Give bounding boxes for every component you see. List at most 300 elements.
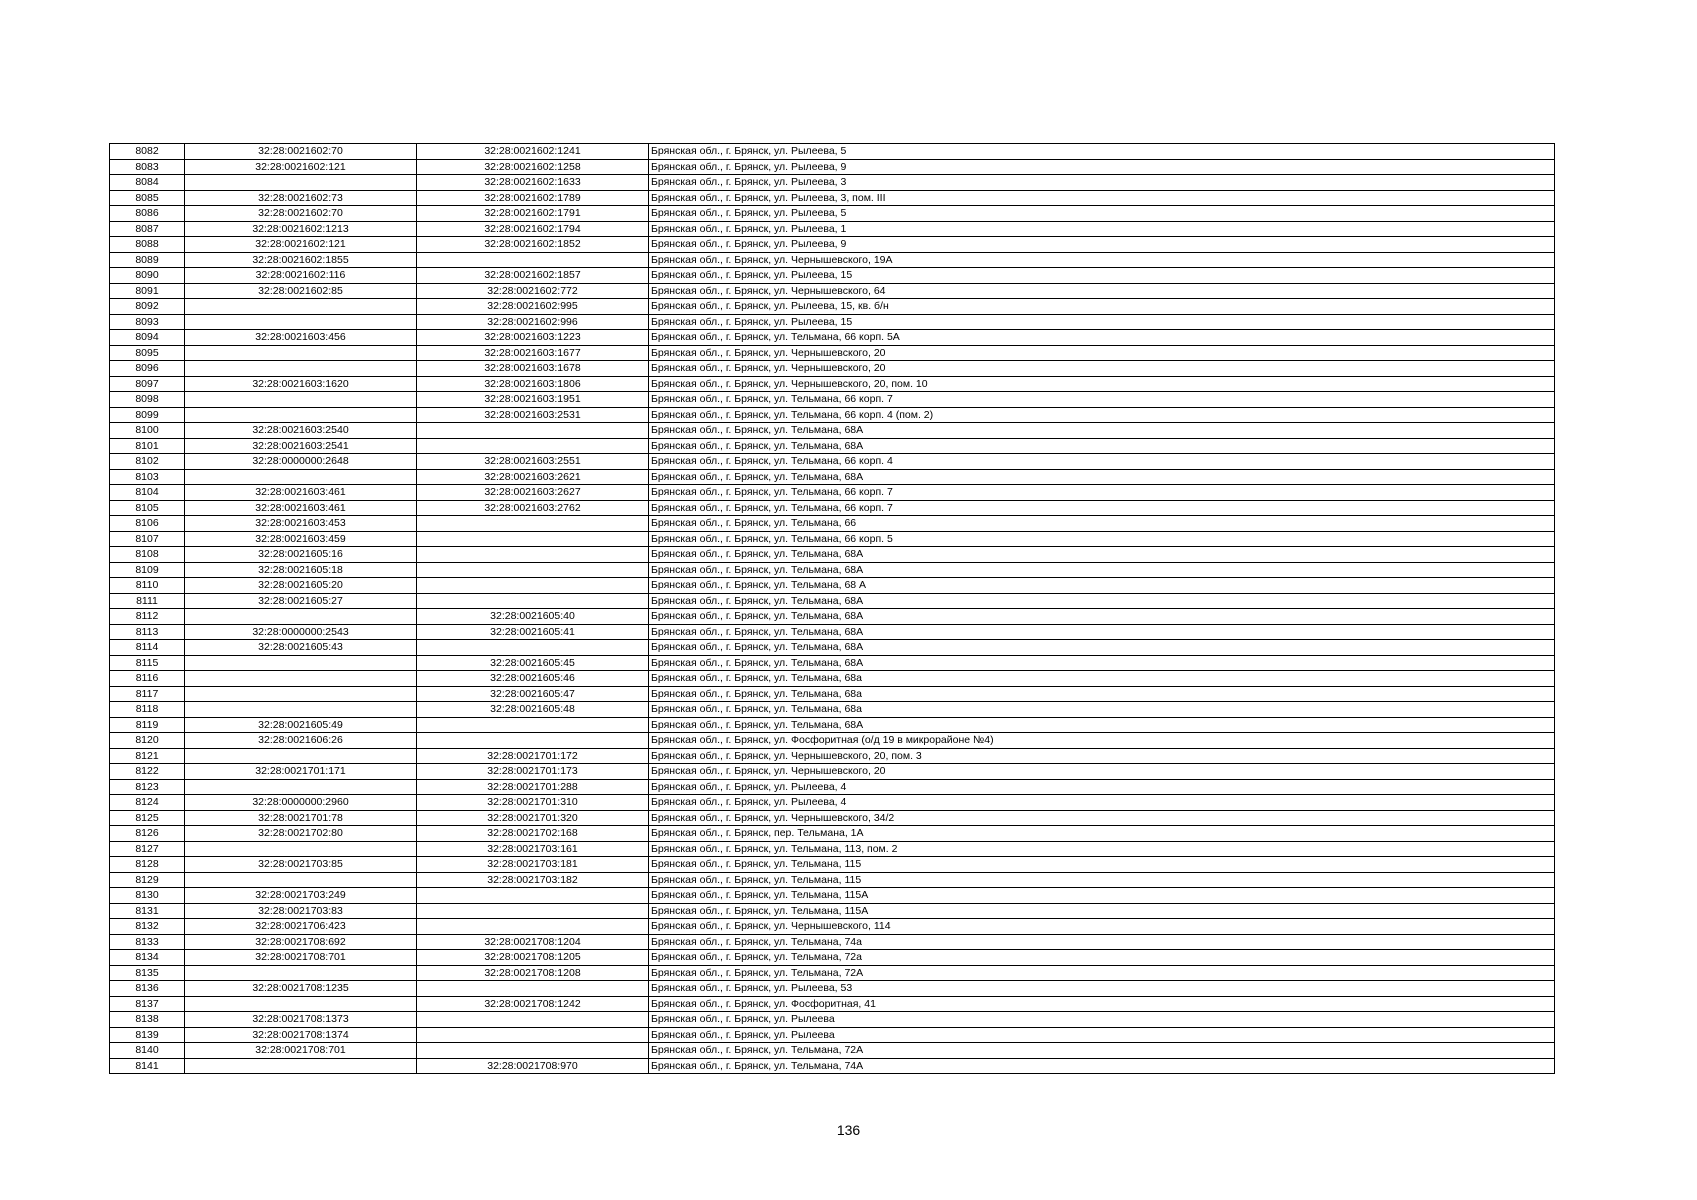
- cadastral-number-cell: 32:28:0021703:85: [185, 857, 417, 873]
- object-cadastral-number-cell: 32:28:0021602:1258: [417, 159, 649, 175]
- table-row: [110, 423, 1555, 439]
- table-row: [110, 640, 1555, 656]
- table-row: [110, 485, 1555, 501]
- address-cell: Брянская обл., г. Брянск, ул. Тельмана, 68А: [649, 655, 1555, 671]
- table-row: [110, 438, 1555, 454]
- cadastral-number-cell: [185, 841, 417, 857]
- table-row: [110, 671, 1555, 687]
- row-number-cell: 8118: [110, 702, 185, 718]
- table-row: [110, 531, 1555, 547]
- object-cadastral-number-cell: [417, 1012, 649, 1028]
- cadastral-number-cell: 32:28:0021603:2541: [185, 438, 417, 454]
- address-cell: Брянская обл., г. Брянск, ул. Тельмана, 66 корп. 7: [649, 500, 1555, 516]
- row-number-cell: 8136: [110, 981, 185, 997]
- address-cell: Брянская обл., г. Брянск, ул. Тельмана, 115: [649, 872, 1555, 888]
- cadastral-number-cell: [185, 175, 417, 191]
- object-cadastral-number-cell: 32:28:0021701:320: [417, 810, 649, 826]
- address-cell: Брянская обл., г. Брянск, ул. Рылеева, 3, пом. III: [649, 190, 1555, 206]
- row-number-cell: 8138: [110, 1012, 185, 1028]
- row-number-cell: 8101: [110, 438, 185, 454]
- object-cadastral-number-cell: 32:28:0021605:41: [417, 624, 649, 640]
- address-cell: Брянская обл., г. Брянск, ул. Тельмана, 68 А: [649, 578, 1555, 594]
- object-cadastral-number-cell: [417, 981, 649, 997]
- address-cell: Брянская обл., г. Брянск, ул. Чернышевского, 19А: [649, 252, 1555, 268]
- object-cadastral-number-cell: [417, 578, 649, 594]
- cadastral-number-cell: 32:28:0021708:692: [185, 934, 417, 950]
- table-row: [110, 950, 1555, 966]
- row-number-cell: 8114: [110, 640, 185, 656]
- object-cadastral-number-cell: 32:28:0021603:1806: [417, 376, 649, 392]
- cadastral-number-cell: 32:28:0021708:701: [185, 1043, 417, 1059]
- object-cadastral-number-cell: [417, 593, 649, 609]
- table-row: [110, 764, 1555, 780]
- object-cadastral-number-cell: [417, 531, 649, 547]
- object-cadastral-number-cell: 32:28:0021603:1678: [417, 361, 649, 377]
- address-cell: Брянская обл., г. Брянск, ул. Тельмана, 66 корп. 7: [649, 392, 1555, 408]
- cadastral-number-cell: [185, 361, 417, 377]
- address-cell: Брянская обл., г. Брянск, ул. Рылеева, 5: [649, 144, 1555, 160]
- object-cadastral-number-cell: 32:28:0021602:1241: [417, 144, 649, 160]
- address-cell: Брянская обл., г. Брянск, ул. Рылеева, 4: [649, 795, 1555, 811]
- table-row: [110, 841, 1555, 857]
- address-cell: Брянская обл., г. Брянск, ул. Рылеева, 5: [649, 206, 1555, 222]
- address-cell: Брянская обл., г. Брянск, ул. Тельмана, 68А: [649, 438, 1555, 454]
- address-cell: Брянская обл., г. Брянск, ул. Тельмана, 74а: [649, 934, 1555, 950]
- address-cell: Брянская обл., г. Брянск, ул. Тельмана, 66 корп. 4 (пом. 2): [649, 407, 1555, 423]
- object-cadastral-number-cell: [417, 733, 649, 749]
- address-cell: Брянская обл., г. Брянск, ул. Рылеева: [649, 1027, 1555, 1043]
- address-cell: Брянская обл., г. Брянск, ул. Рылеева, 53: [649, 981, 1555, 997]
- table-row: [110, 144, 1555, 160]
- row-number-cell: 8096: [110, 361, 185, 377]
- object-cadastral-number-cell: 32:28:0021703:161: [417, 841, 649, 857]
- table-row: [110, 516, 1555, 532]
- row-number-cell: 8131: [110, 903, 185, 919]
- object-cadastral-number-cell: [417, 919, 649, 935]
- row-number-cell: 8087: [110, 221, 185, 237]
- object-cadastral-number-cell: 32:28:0021701:172: [417, 748, 649, 764]
- cadastral-number-cell: 32:28:0000000:2648: [185, 454, 417, 470]
- row-number-cell: 8141: [110, 1058, 185, 1074]
- row-number-cell: 8116: [110, 671, 185, 687]
- cadastral-number-cell: [185, 314, 417, 330]
- object-cadastral-number-cell: 32:28:0021605:46: [417, 671, 649, 687]
- row-number-cell: 8126: [110, 826, 185, 842]
- row-number-cell: 8113: [110, 624, 185, 640]
- object-cadastral-number-cell: 32:28:0021708:1242: [417, 996, 649, 1012]
- table-row: [110, 268, 1555, 284]
- address-cell: Брянская обл., г. Брянск, ул. Рылеева, 15: [649, 268, 1555, 284]
- address-cell: Брянская обл., г. Брянск, ул. Рылеева, 15, кв. б/н: [649, 299, 1555, 315]
- table-body: [110, 144, 1555, 1074]
- cadastral-number-cell: 32:28:0021701:171: [185, 764, 417, 780]
- object-cadastral-number-cell: [417, 888, 649, 904]
- table-row: [110, 717, 1555, 733]
- row-number-cell: 8089: [110, 252, 185, 268]
- table-row: [110, 593, 1555, 609]
- cadastral-number-cell: [185, 345, 417, 361]
- object-cadastral-number-cell: 32:28:0021603:2621: [417, 469, 649, 485]
- address-cell: Брянская обл., г. Брянск, ул. Тельмана, 68А: [649, 640, 1555, 656]
- row-number-cell: 8102: [110, 454, 185, 470]
- row-number-cell: 8105: [110, 500, 185, 516]
- table-row: [110, 578, 1555, 594]
- table-row: [110, 1043, 1555, 1059]
- object-cadastral-number-cell: 32:28:0021708:1204: [417, 934, 649, 950]
- table-row: [110, 407, 1555, 423]
- row-number-cell: 8134: [110, 950, 185, 966]
- object-cadastral-number-cell: [417, 423, 649, 439]
- address-cell: Брянская обл., г. Брянск, ул. Тельмана, 68А: [649, 562, 1555, 578]
- object-cadastral-number-cell: 32:28:0021701:310: [417, 795, 649, 811]
- row-number-cell: 8130: [110, 888, 185, 904]
- object-cadastral-number-cell: 32:28:0021602:1789: [417, 190, 649, 206]
- table-row: [110, 748, 1555, 764]
- table-row: [110, 872, 1555, 888]
- table-row: [110, 345, 1555, 361]
- object-cadastral-number-cell: 32:28:0021602:1852: [417, 237, 649, 253]
- table-row: [110, 1012, 1555, 1028]
- table-row: [110, 857, 1555, 873]
- row-number-cell: 8100: [110, 423, 185, 439]
- object-cadastral-number-cell: [417, 717, 649, 733]
- table-row: [110, 159, 1555, 175]
- table-row: [110, 826, 1555, 842]
- object-cadastral-number-cell: 32:28:0021602:1794: [417, 221, 649, 237]
- cadastral-number-cell: 32:28:0021603:1620: [185, 376, 417, 392]
- object-cadastral-number-cell: 32:28:0021605:45: [417, 655, 649, 671]
- page-number: 136: [836, 1122, 861, 1138]
- object-cadastral-number-cell: 32:28:0021708:970: [417, 1058, 649, 1074]
- cadastral-number-cell: 32:28:0021602:70: [185, 144, 417, 160]
- cadastral-number-cell: 32:28:0021708:1374: [185, 1027, 417, 1043]
- object-cadastral-number-cell: 32:28:0021703:181: [417, 857, 649, 873]
- address-cell: Брянская обл., г. Брянск, ул. Тельмана, 113, пом. 2: [649, 841, 1555, 857]
- row-number-cell: 8094: [110, 330, 185, 346]
- address-cell: Брянская обл., г. Брянск, ул. Тельмана, 115А: [649, 888, 1555, 904]
- row-number-cell: 8106: [110, 516, 185, 532]
- row-number-cell: 8083: [110, 159, 185, 175]
- cadastral-number-cell: 32:28:0021605:43: [185, 640, 417, 656]
- row-number-cell: 8137: [110, 996, 185, 1012]
- object-cadastral-number-cell: [417, 562, 649, 578]
- address-cell: Брянская обл., г. Брянск, ул. Тельмана, 74А: [649, 1058, 1555, 1074]
- table-row: [110, 795, 1555, 811]
- cadastral-number-cell: 32:28:0021603:461: [185, 500, 417, 516]
- address-cell: Брянская обл., г. Брянск, ул. Тельмана, 66 корп. 5: [649, 531, 1555, 547]
- address-cell: Брянская обл., г. Брянск, ул. Тельмана, 72а: [649, 950, 1555, 966]
- object-cadastral-number-cell: [417, 1043, 649, 1059]
- cadastral-number-cell: 32:28:0000000:2543: [185, 624, 417, 640]
- address-cell: Брянская обл., г. Брянск, ул. Рылеева, 9: [649, 159, 1555, 175]
- object-cadastral-number-cell: 32:28:0021603:2551: [417, 454, 649, 470]
- cadastral-number-cell: [185, 686, 417, 702]
- table-row: [110, 810, 1555, 826]
- object-cadastral-number-cell: [417, 903, 649, 919]
- object-cadastral-number-cell: 32:28:0021602:995: [417, 299, 649, 315]
- object-cadastral-number-cell: 32:28:0021603:1223: [417, 330, 649, 346]
- address-cell: Брянская обл., г. Брянск, ул. Тельмана, 68А: [649, 717, 1555, 733]
- object-cadastral-number-cell: [417, 252, 649, 268]
- cadastral-number-cell: [185, 965, 417, 981]
- cadastral-number-cell: 32:28:0021605:27: [185, 593, 417, 609]
- table-row: [110, 996, 1555, 1012]
- table-row: [110, 330, 1555, 346]
- table-row: [110, 190, 1555, 206]
- cadastral-number-cell: 32:28:0021708:701: [185, 950, 417, 966]
- object-cadastral-number-cell: 32:28:0021701:173: [417, 764, 649, 780]
- table-row: [110, 1058, 1555, 1074]
- object-cadastral-number-cell: [417, 516, 649, 532]
- cadastral-number-cell: [185, 299, 417, 315]
- object-cadastral-number-cell: 32:28:0021603:2627: [417, 485, 649, 501]
- cadastral-number-cell: 32:28:0021602:121: [185, 237, 417, 253]
- address-cell: Брянская обл., г. Брянск, ул. Тельмана, 68а: [649, 686, 1555, 702]
- address-cell: Брянская обл., г. Брянск, ул. Рылеева, 4: [649, 779, 1555, 795]
- row-number-cell: 8090: [110, 268, 185, 284]
- table-row: [110, 392, 1555, 408]
- row-number-cell: 8139: [110, 1027, 185, 1043]
- cadastral-number-cell: 32:28:0021702:80: [185, 826, 417, 842]
- row-number-cell: 8125: [110, 810, 185, 826]
- table-row: [110, 175, 1555, 191]
- row-number-cell: 8121: [110, 748, 185, 764]
- table-row: [110, 702, 1555, 718]
- table-row: [110, 934, 1555, 950]
- object-cadastral-number-cell: 32:28:0021602:772: [417, 283, 649, 299]
- cadastral-number-cell: 32:28:0021703:83: [185, 903, 417, 919]
- table-row: [110, 919, 1555, 935]
- table-row: [110, 500, 1555, 516]
- table-row: [110, 252, 1555, 268]
- address-cell: Брянская обл., г. Брянск, ул. Фосфоритная (о/д 19 в микрорайоне №4): [649, 733, 1555, 749]
- table-row: [110, 562, 1555, 578]
- cadastral-number-cell: 32:28:0021606:26: [185, 733, 417, 749]
- cadastral-number-cell: 32:28:0021603:461: [185, 485, 417, 501]
- object-cadastral-number-cell: 32:28:0021603:2531: [417, 407, 649, 423]
- cadastral-number-cell: [185, 748, 417, 764]
- cadastral-number-cell: 32:28:0021605:16: [185, 547, 417, 563]
- row-number-cell: 8127: [110, 841, 185, 857]
- row-number-cell: 8093: [110, 314, 185, 330]
- table-row: [110, 1027, 1555, 1043]
- cadastral-number-cell: 32:28:0021605:20: [185, 578, 417, 594]
- object-cadastral-number-cell: 32:28:0021708:1208: [417, 965, 649, 981]
- object-cadastral-number-cell: [417, 438, 649, 454]
- address-cell: Брянская обл., г. Брянск, ул. Тельмана, 68А: [649, 423, 1555, 439]
- table-row: [110, 965, 1555, 981]
- address-cell: Брянская обл., г. Брянск, ул. Рылеева, 9: [649, 237, 1555, 253]
- table-row: [110, 609, 1555, 625]
- row-number-cell: 8117: [110, 686, 185, 702]
- address-cell: Брянская обл., г. Брянск, ул. Тельмана, 115А: [649, 903, 1555, 919]
- table-row: [110, 237, 1555, 253]
- row-number-cell: 8133: [110, 934, 185, 950]
- cadastral-number-cell: [185, 655, 417, 671]
- table-row: [110, 206, 1555, 222]
- cadastral-number-cell: 32:28:0021605:18: [185, 562, 417, 578]
- cadastral-number-cell: [185, 609, 417, 625]
- table-row: [110, 655, 1555, 671]
- address-cell: Брянская обл., г. Брянск, ул. Тельмана, 66: [649, 516, 1555, 532]
- cadastral-number-cell: [185, 469, 417, 485]
- row-number-cell: 8082: [110, 144, 185, 160]
- row-number-cell: 8084: [110, 175, 185, 191]
- address-cell: Брянская обл., г. Брянск, ул. Тельмана, 68а: [649, 702, 1555, 718]
- cadastral-number-cell: [185, 407, 417, 423]
- table-row: [110, 283, 1555, 299]
- object-cadastral-number-cell: [417, 640, 649, 656]
- cadastral-number-cell: [185, 671, 417, 687]
- object-cadastral-number-cell: 32:28:0021605:40: [417, 609, 649, 625]
- address-cell: Брянская обл., г. Брянск, пер. Тельмана, 1А: [649, 826, 1555, 842]
- cadastral-number-cell: 32:28:0021603:459: [185, 531, 417, 547]
- cadastral-number-cell: [185, 1058, 417, 1074]
- cadastral-table: [109, 143, 1555, 1074]
- table-row: [110, 903, 1555, 919]
- cadastral-number-cell: 32:28:0000000:2960: [185, 795, 417, 811]
- address-cell: Брянская обл., г. Брянск, ул. Фосфоритная, 41: [649, 996, 1555, 1012]
- table-row: [110, 361, 1555, 377]
- address-cell: Брянская обл., г. Брянск, ул. Рылеева, 15: [649, 314, 1555, 330]
- cadastral-number-cell: 32:28:0021602:1855: [185, 252, 417, 268]
- cadastral-number-cell: 32:28:0021602:73: [185, 190, 417, 206]
- address-cell: Брянская обл., г. Брянск, ул. Тельмана, 66 корп. 5А: [649, 330, 1555, 346]
- object-cadastral-number-cell: 32:28:0021602:1633: [417, 175, 649, 191]
- address-cell: Брянская обл., г. Брянск, ул. Чернышевского, 114: [649, 919, 1555, 935]
- table-row: [110, 469, 1555, 485]
- cadastral-number-cell: [185, 872, 417, 888]
- address-cell: Брянская обл., г. Брянск, ул. Тельмана, 68А: [649, 547, 1555, 563]
- object-cadastral-number-cell: 32:28:0021603:1677: [417, 345, 649, 361]
- cadastral-number-cell: 32:28:0021708:1235: [185, 981, 417, 997]
- cadastral-number-cell: 32:28:0021602:121: [185, 159, 417, 175]
- object-cadastral-number-cell: 32:28:0021602:1857: [417, 268, 649, 284]
- object-cadastral-number-cell: [417, 547, 649, 563]
- object-cadastral-number-cell: 32:28:0021603:2762: [417, 500, 649, 516]
- cadastral-number-cell: 32:28:0021703:249: [185, 888, 417, 904]
- row-number-cell: 8128: [110, 857, 185, 873]
- address-cell: Брянская обл., г. Брянск, ул. Тельмана, 68а: [649, 671, 1555, 687]
- object-cadastral-number-cell: 32:28:0021703:182: [417, 872, 649, 888]
- table-row: [110, 454, 1555, 470]
- cadastral-number-cell: 32:28:0021706:423: [185, 919, 417, 935]
- cadastral-number-cell: [185, 996, 417, 1012]
- cadastral-number-cell: [185, 779, 417, 795]
- address-cell: Брянская обл., г. Брянск, ул. Тельмана, 68А: [649, 469, 1555, 485]
- cadastral-number-cell: [185, 702, 417, 718]
- object-cadastral-number-cell: 32:28:0021602:996: [417, 314, 649, 330]
- table-row: [110, 888, 1555, 904]
- address-cell: Брянская обл., г. Брянск, ул. Тельмана, 115: [649, 857, 1555, 873]
- cadastral-number-cell: [185, 392, 417, 408]
- row-number-cell: 8097: [110, 376, 185, 392]
- row-number-cell: 8091: [110, 283, 185, 299]
- cadastral-number-cell: 32:28:0021603:456: [185, 330, 417, 346]
- row-number-cell: 8112: [110, 609, 185, 625]
- row-number-cell: 8092: [110, 299, 185, 315]
- row-number-cell: 8132: [110, 919, 185, 935]
- address-cell: Брянская обл., г. Брянск, ул. Чернышевского, 20: [649, 764, 1555, 780]
- object-cadastral-number-cell: 32:28:0021603:1951: [417, 392, 649, 408]
- row-number-cell: 8104: [110, 485, 185, 501]
- object-cadastral-number-cell: 32:28:0021702:168: [417, 826, 649, 842]
- row-number-cell: 8140: [110, 1043, 185, 1059]
- object-cadastral-number-cell: [417, 1027, 649, 1043]
- cadastral-number-cell: 32:28:0021605:49: [185, 717, 417, 733]
- row-number-cell: 8124: [110, 795, 185, 811]
- address-cell: Брянская обл., г. Брянск, ул. Чернышевского, 20, пом. 10: [649, 376, 1555, 392]
- address-cell: Брянская обл., г. Брянск, ул. Чернышевского, 20: [649, 361, 1555, 377]
- row-number-cell: 8108: [110, 547, 185, 563]
- row-number-cell: 8099: [110, 407, 185, 423]
- object-cadastral-number-cell: 32:28:0021605:47: [417, 686, 649, 702]
- row-number-cell: 8107: [110, 531, 185, 547]
- table-row: [110, 981, 1555, 997]
- address-cell: Брянская обл., г. Брянск, ул. Чернышевского, 34/2: [649, 810, 1555, 826]
- cadastral-number-cell: 32:28:0021602:116: [185, 268, 417, 284]
- address-cell: Брянская обл., г. Брянск, ул. Тельмана, 72А: [649, 965, 1555, 981]
- address-cell: Брянская обл., г. Брянск, ул. Чернышевского, 20: [649, 345, 1555, 361]
- address-cell: Брянская обл., г. Брянск, ул. Чернышевского, 20, пом. 3: [649, 748, 1555, 764]
- cadastral-number-cell: 32:28:0021603:2540: [185, 423, 417, 439]
- row-number-cell: 8086: [110, 206, 185, 222]
- table-row: [110, 686, 1555, 702]
- address-cell: Брянская обл., г. Брянск, ул. Тельмана, 66 корп. 4: [649, 454, 1555, 470]
- row-number-cell: 8120: [110, 733, 185, 749]
- row-number-cell: 8135: [110, 965, 185, 981]
- table-row: [110, 221, 1555, 237]
- row-number-cell: 8111: [110, 593, 185, 609]
- object-cadastral-number-cell: 32:28:0021708:1205: [417, 950, 649, 966]
- object-cadastral-number-cell: 32:28:0021701:288: [417, 779, 649, 795]
- table-row: [110, 314, 1555, 330]
- row-number-cell: 8095: [110, 345, 185, 361]
- row-number-cell: 8103: [110, 469, 185, 485]
- address-cell: Брянская обл., г. Брянск, ул. Тельмана, 68А: [649, 609, 1555, 625]
- object-cadastral-number-cell: 32:28:0021605:48: [417, 702, 649, 718]
- address-cell: Брянская обл., г. Брянск, ул. Тельмана, 68А: [649, 593, 1555, 609]
- table-row: [110, 547, 1555, 563]
- address-cell: Брянская обл., г. Брянск, ул. Рылеева, 3: [649, 175, 1555, 191]
- row-number-cell: 8110: [110, 578, 185, 594]
- row-number-cell: 8122: [110, 764, 185, 780]
- table-row: [110, 299, 1555, 315]
- address-cell: Брянская обл., г. Брянск, ул. Тельмана, 68А: [649, 624, 1555, 640]
- address-cell: Брянская обл., г. Брянск, ул. Тельмана, 72А: [649, 1043, 1555, 1059]
- address-cell: Брянская обл., г. Брянск, ул. Рылеева: [649, 1012, 1555, 1028]
- row-number-cell: 8109: [110, 562, 185, 578]
- table-row: [110, 376, 1555, 392]
- cadastral-number-cell: 32:28:0021603:453: [185, 516, 417, 532]
- row-number-cell: 8119: [110, 717, 185, 733]
- row-number-cell: 8115: [110, 655, 185, 671]
- row-number-cell: 8129: [110, 872, 185, 888]
- address-cell: Брянская обл., г. Брянск, ул. Рылеева, 1: [649, 221, 1555, 237]
- cadastral-number-cell: 32:28:0021602:1213: [185, 221, 417, 237]
- row-number-cell: 8098: [110, 392, 185, 408]
- cadastral-number-cell: 32:28:0021701:78: [185, 810, 417, 826]
- row-number-cell: 8123: [110, 779, 185, 795]
- cadastral-number-cell: 32:28:0021602:85: [185, 283, 417, 299]
- address-cell: Брянская обл., г. Брянск, ул. Тельмана, 66 корп. 7: [649, 485, 1555, 501]
- cadastral-number-cell: 32:28:0021708:1373: [185, 1012, 417, 1028]
- table-row: [110, 624, 1555, 640]
- object-cadastral-number-cell: 32:28:0021602:1791: [417, 206, 649, 222]
- address-cell: Брянская обл., г. Брянск, ул. Чернышевского, 64: [649, 283, 1555, 299]
- row-number-cell: 8085: [110, 190, 185, 206]
- table-row: [110, 733, 1555, 749]
